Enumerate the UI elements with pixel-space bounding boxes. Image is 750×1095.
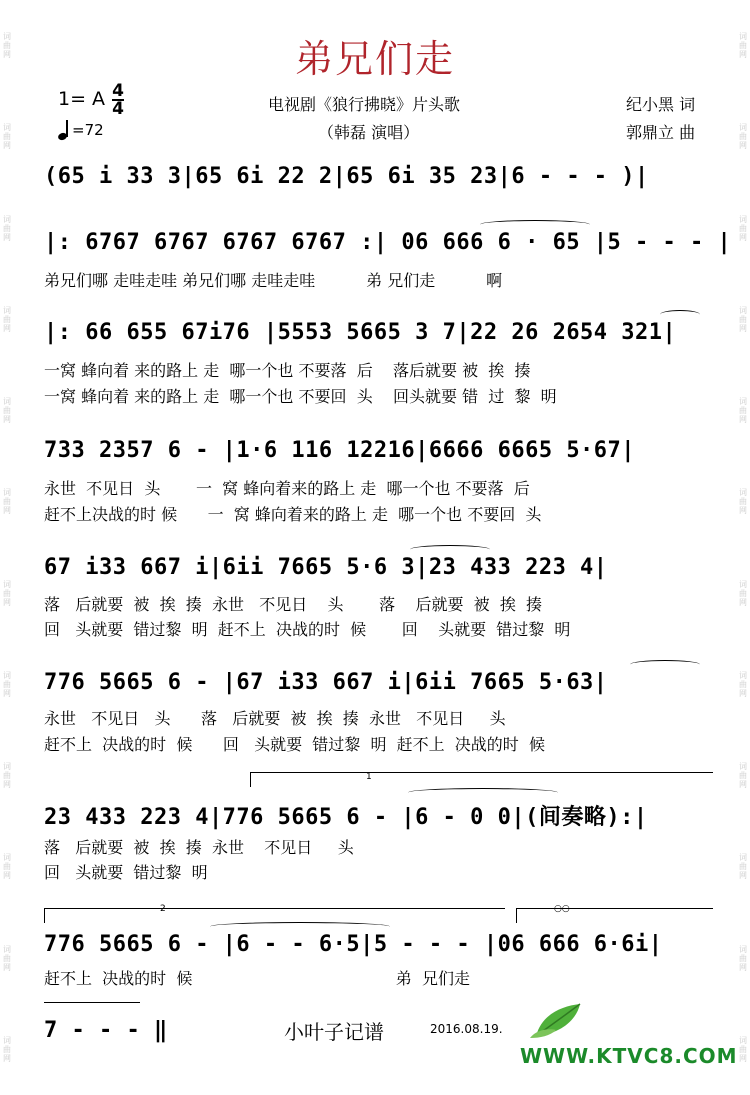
- watermark: 词 曲 网: [3, 214, 11, 242]
- watermark: 词 曲 网: [739, 123, 747, 151]
- volta-number: 1: [366, 772, 372, 782]
- watermark: 词 曲 网: [3, 579, 11, 607]
- transcriber-signature: 小叶子记谱: [284, 1020, 384, 1044]
- song-title: 弟兄们走: [294, 37, 455, 81]
- key-signature: 1= A: [58, 88, 106, 110]
- watermark: 词 曲 网: [3, 488, 11, 516]
- volta-number: 2: [160, 904, 166, 914]
- notation-row: 776 5665 6 - |6 - - 6·5|5 - - - |06 666 6·6i|: [44, 932, 663, 957]
- notation-row: |: 66 655 67i76 |5553 5665 3 7|22 26 2654 321|: [44, 320, 677, 345]
- notation-row: (65 i 33 3|65 6i 22 2|65 6i 35 23|6 - - - )|: [44, 164, 649, 189]
- volta-bracket-second: [44, 908, 505, 923]
- lyric-line: 赶不上 决战的时 候 回 头就要 错过黎 明 赶不上 决战的时 候: [44, 735, 545, 754]
- leaf-icon: [528, 1000, 588, 1040]
- watermark-column-right: [736, 0, 750, 1095]
- lyric-line: 回 头就要 错过黎 明: [44, 863, 208, 882]
- watermark: 词 曲 网: [739, 670, 747, 698]
- website-url[interactable]: WWW.KTVC8.COM: [520, 1044, 738, 1068]
- lyric-line: 赶不上 决战的时 候 弟 兄们走: [44, 969, 470, 988]
- song-source: 电视剧《狼行拂晓》片头歌: [268, 95, 461, 114]
- volta-number: ○○: [554, 904, 570, 914]
- composer-credit: 郭鼎立 曲: [626, 123, 696, 142]
- watermark: 词 曲 网: [739, 397, 747, 425]
- watermark: 词 曲 网: [739, 1035, 747, 1063]
- notation-row: |: 6767 6767 6767 6767 :| 06 666 6 · 65 |5 - - - |: [44, 230, 732, 255]
- watermark: 词 曲 网: [3, 305, 11, 333]
- volta-bracket-coda: [516, 908, 713, 923]
- tempo-marking: [58, 120, 104, 140]
- slur-mark: [210, 922, 390, 931]
- tie-line: [44, 1002, 140, 1017]
- watermark: 词 曲 网: [3, 123, 11, 151]
- singer-credit: （韩磊 演唱）: [318, 123, 420, 142]
- watermark: 词 曲 网: [739, 944, 747, 972]
- lyric-line: 永世 不见日 头 落 后就要 被 挨 揍 永世 不见日 头: [44, 709, 506, 728]
- lyric-line: 永世 不见日 头 一 窝 蜂向着来的路上 走 哪一个也 不要落 后: [44, 479, 530, 498]
- lyric-line: 回 头就要 错过黎 明 赶不上 决战的时 候 回 头就要 错过黎 明: [44, 620, 571, 639]
- watermark-column-left: [0, 0, 14, 1095]
- watermark: 词 曲 网: [739, 853, 747, 881]
- time-signature-denominator: 4: [112, 99, 124, 119]
- time-signature-numerator: 4: [112, 81, 124, 101]
- slur-mark: [660, 310, 700, 319]
- lyric-line: 赶不上决战的时 候 一 窝 蜂向着来的路上 走 哪一个也 不要回 头: [44, 505, 542, 524]
- watermark: 词 曲 网: [3, 762, 11, 790]
- slur-mark: [408, 788, 558, 797]
- watermark: 词 曲 网: [3, 853, 11, 881]
- lyric-line: 一窝 蜂向着 来的路上 走 哪一个也 不要落 后 落后就要 被 挨 揍: [44, 361, 531, 380]
- lyric-line: 弟兄们哪 走哇走哇 弟兄们哪 走哇走哇 弟 兄们走 啊: [44, 271, 503, 290]
- time-signature: [112, 83, 124, 117]
- lyricist-credit: 纪小黑 词: [626, 95, 696, 114]
- watermark: 词 曲 网: [3, 944, 11, 972]
- notation-row: 67 i33 667 i|6ii 7665 5·6 3|23 433 223 4|: [44, 555, 608, 580]
- slur-mark: [410, 545, 490, 554]
- watermark: 词 曲 网: [739, 305, 747, 333]
- watermark: 词 曲 网: [739, 214, 747, 242]
- watermark: 词 曲 网: [739, 579, 747, 607]
- notation-row: 776 5665 6 - |67 i33 667 i|6ii 7665 5·63|: [44, 670, 608, 695]
- notation-row: 23 433 223 4|776 5665 6 - |6 - 0 0|(间奏略):|: [44, 805, 648, 830]
- slur-mark: [480, 220, 590, 229]
- lyric-line: 落 后就要 被 挨 揍 永世 不见日 头: [44, 838, 354, 857]
- tempo-value: =72: [72, 121, 104, 139]
- watermark: 词 曲 网: [3, 397, 11, 425]
- transcription-date: 2016.08.19.: [430, 1022, 503, 1036]
- quarter-note-icon: [58, 120, 68, 140]
- watermark: 词 曲 网: [3, 1035, 11, 1063]
- notation-row: 733 2357 6 - |1·6 116 12216|6666 6665 5·67|: [44, 438, 636, 463]
- volta-bracket-first: [250, 772, 713, 787]
- watermark: 词 曲 网: [3, 670, 11, 698]
- watermark: 词 曲 网: [739, 488, 747, 516]
- lyric-line: 落 后就要 被 挨 揍 永世 不见日 头 落 后就要 被 挨 揍: [44, 595, 543, 614]
- lyric-line: 一窝 蜂向着 来的路上 走 哪一个也 不要回 头 回头就要 错 过 黎 明: [44, 387, 557, 406]
- watermark: 词 曲 网: [3, 32, 11, 60]
- watermark: 词 曲 网: [739, 32, 747, 60]
- notation-row: 7 - - - ‖: [44, 1018, 168, 1043]
- slur-mark: [630, 660, 700, 669]
- watermark: 词 曲 网: [739, 762, 747, 790]
